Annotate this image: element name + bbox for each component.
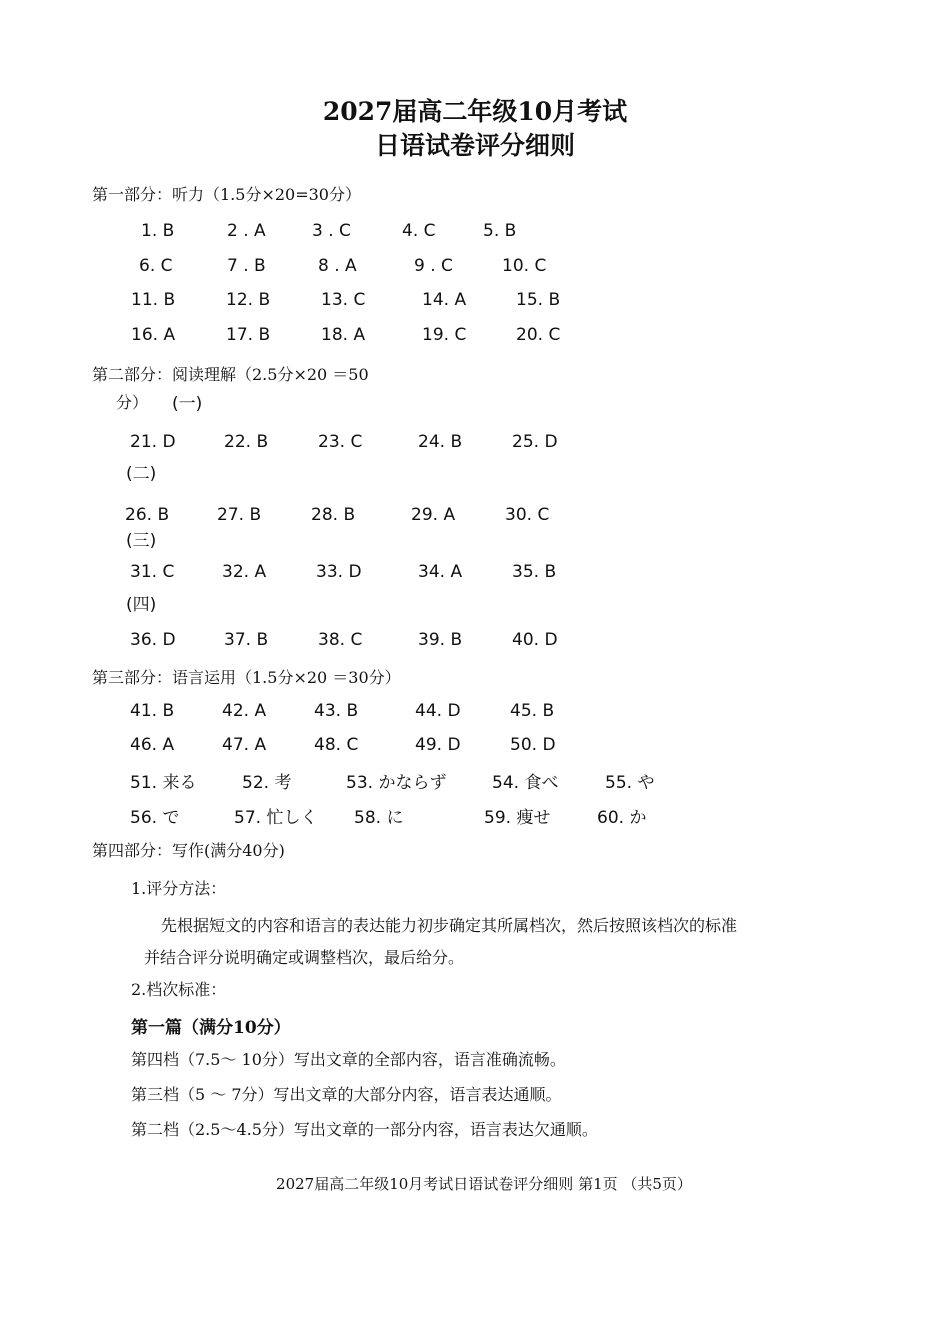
- part2-heading: 第二部分：阅读理解（2.5分×20 ＝50: [92, 365, 369, 384]
- answer-50: 50. D: [510, 735, 556, 755]
- answer-17: 17. B: [226, 325, 271, 345]
- answer-53: 53. かならず: [346, 773, 447, 793]
- answer-3: 3 . C: [312, 221, 351, 241]
- scoring-method-label: 1.评分方法：: [131, 879, 227, 898]
- level-standard-label: 2.档次标准：: [131, 980, 227, 999]
- answer-25: 25. D: [512, 432, 558, 452]
- scoring-method-line1: 先根据短文的内容和语言的表达能力初步确定其所属档次，然后按照该档次的标准: [161, 916, 738, 935]
- answer-10: 10. C: [502, 256, 547, 276]
- answer-38: 38. C: [318, 630, 363, 650]
- first-essay-title: 第一篇（满分10分）: [131, 1018, 291, 1038]
- answer-49: 49. D: [415, 735, 461, 755]
- group-label-2: (二): [126, 464, 157, 484]
- answer-45: 45. B: [510, 701, 555, 721]
- answer-7: 7 . B: [227, 256, 266, 276]
- answer-57: 57. 忙しく: [234, 808, 318, 828]
- answer-44: 44. D: [415, 701, 461, 721]
- answer-39: 39. B: [418, 630, 463, 650]
- answer-24: 24. B: [418, 432, 463, 452]
- answer-23: 23. C: [318, 432, 363, 452]
- answer-48: 48. C: [314, 735, 359, 755]
- level-2: 第二档（2.5～4.5分）写出文章的一部分内容，语言表达欠通顺。: [131, 1120, 598, 1139]
- group-label-1: (一): [172, 394, 203, 414]
- level-4: 第四档（7.5～ 10分）写出文章的全部内容，语言准确流畅。: [131, 1050, 566, 1069]
- group-label-4: (四): [126, 595, 157, 615]
- scoring-method-line2: 并结合评分说明确定或调整档次，最后给分。: [144, 948, 465, 967]
- answer-22: 22. B: [224, 432, 269, 452]
- part4-heading: 第四部分：写作(满分40分): [92, 841, 285, 860]
- answer-51: 51. 来る: [130, 773, 197, 793]
- answer-40: 40. D: [512, 630, 558, 650]
- answer-43: 43. B: [314, 701, 359, 721]
- answer-59: 59. 痩せ: [484, 808, 551, 828]
- document-title-line1: 2027届高二年级10月考试: [322, 97, 628, 126]
- part3-heading: 第三部分：语言运用（1.5分×20 ＝30分）: [92, 668, 401, 687]
- answer-54: 54. 食べ: [492, 773, 559, 793]
- answer-56: 56. で: [130, 808, 180, 828]
- answer-8: 8 . A: [318, 256, 357, 276]
- answer-41: 41. B: [130, 701, 175, 721]
- answer-36: 36. D: [130, 630, 176, 650]
- group-label-3: (三): [126, 531, 157, 551]
- answer-27: 27. B: [217, 505, 262, 525]
- answer-35: 35. B: [512, 562, 557, 582]
- answer-42: 42. A: [222, 701, 267, 721]
- answer-37: 37. B: [224, 630, 269, 650]
- document-title-line2: 日语试卷评分细则: [374, 131, 575, 160]
- level-3: 第三档（5 ～ 7分）写出文章的大部分内容，语言表达通顺。: [131, 1085, 562, 1104]
- answer-5: 5. B: [483, 221, 517, 241]
- answer-4: 4. C: [402, 221, 436, 241]
- answer-58: 58. に: [354, 808, 404, 828]
- part2-heading-cont: 分）: [116, 393, 149, 412]
- answer-30: 30. C: [505, 505, 550, 525]
- answer-19: 19. C: [422, 325, 467, 345]
- answer-6: 6. C: [139, 256, 173, 276]
- answer-47: 47. A: [222, 735, 267, 755]
- answer-18: 18. A: [321, 325, 366, 345]
- answer-55: 55. や: [605, 773, 655, 793]
- answer-33: 33. D: [316, 562, 362, 582]
- page-footer: 2027届高二年级10月考试日语试卷评分细则 第1页 （共5页）: [276, 1175, 692, 1193]
- answer-34: 34. A: [418, 562, 463, 582]
- answer-29: 29. A: [411, 505, 456, 525]
- answer-60: 60. か: [597, 808, 647, 828]
- part1-heading: 第一部分：听力（1.5分×20=30分）: [92, 185, 361, 204]
- answer-52: 52. 考: [242, 773, 292, 793]
- answer-9: 9 . C: [414, 256, 453, 276]
- answer-32: 32. A: [222, 562, 267, 582]
- answer-31: 31. C: [130, 562, 175, 582]
- answer-12: 12. B: [226, 290, 271, 310]
- answer-20: 20. C: [516, 325, 561, 345]
- answer-28: 28. B: [311, 505, 356, 525]
- answer-14: 14. A: [422, 290, 467, 310]
- answer-13: 13. C: [321, 290, 366, 310]
- answer-46: 46. A: [130, 735, 175, 755]
- answer-15: 15. B: [516, 290, 561, 310]
- answer-2: 2 . A: [227, 221, 266, 241]
- answer-11: 11. B: [131, 290, 176, 310]
- answer-16: 16. A: [131, 325, 176, 345]
- answer-1: 1. B: [141, 221, 175, 241]
- answer-21: 21. D: [130, 432, 176, 452]
- answer-26: 26. B: [125, 505, 170, 525]
